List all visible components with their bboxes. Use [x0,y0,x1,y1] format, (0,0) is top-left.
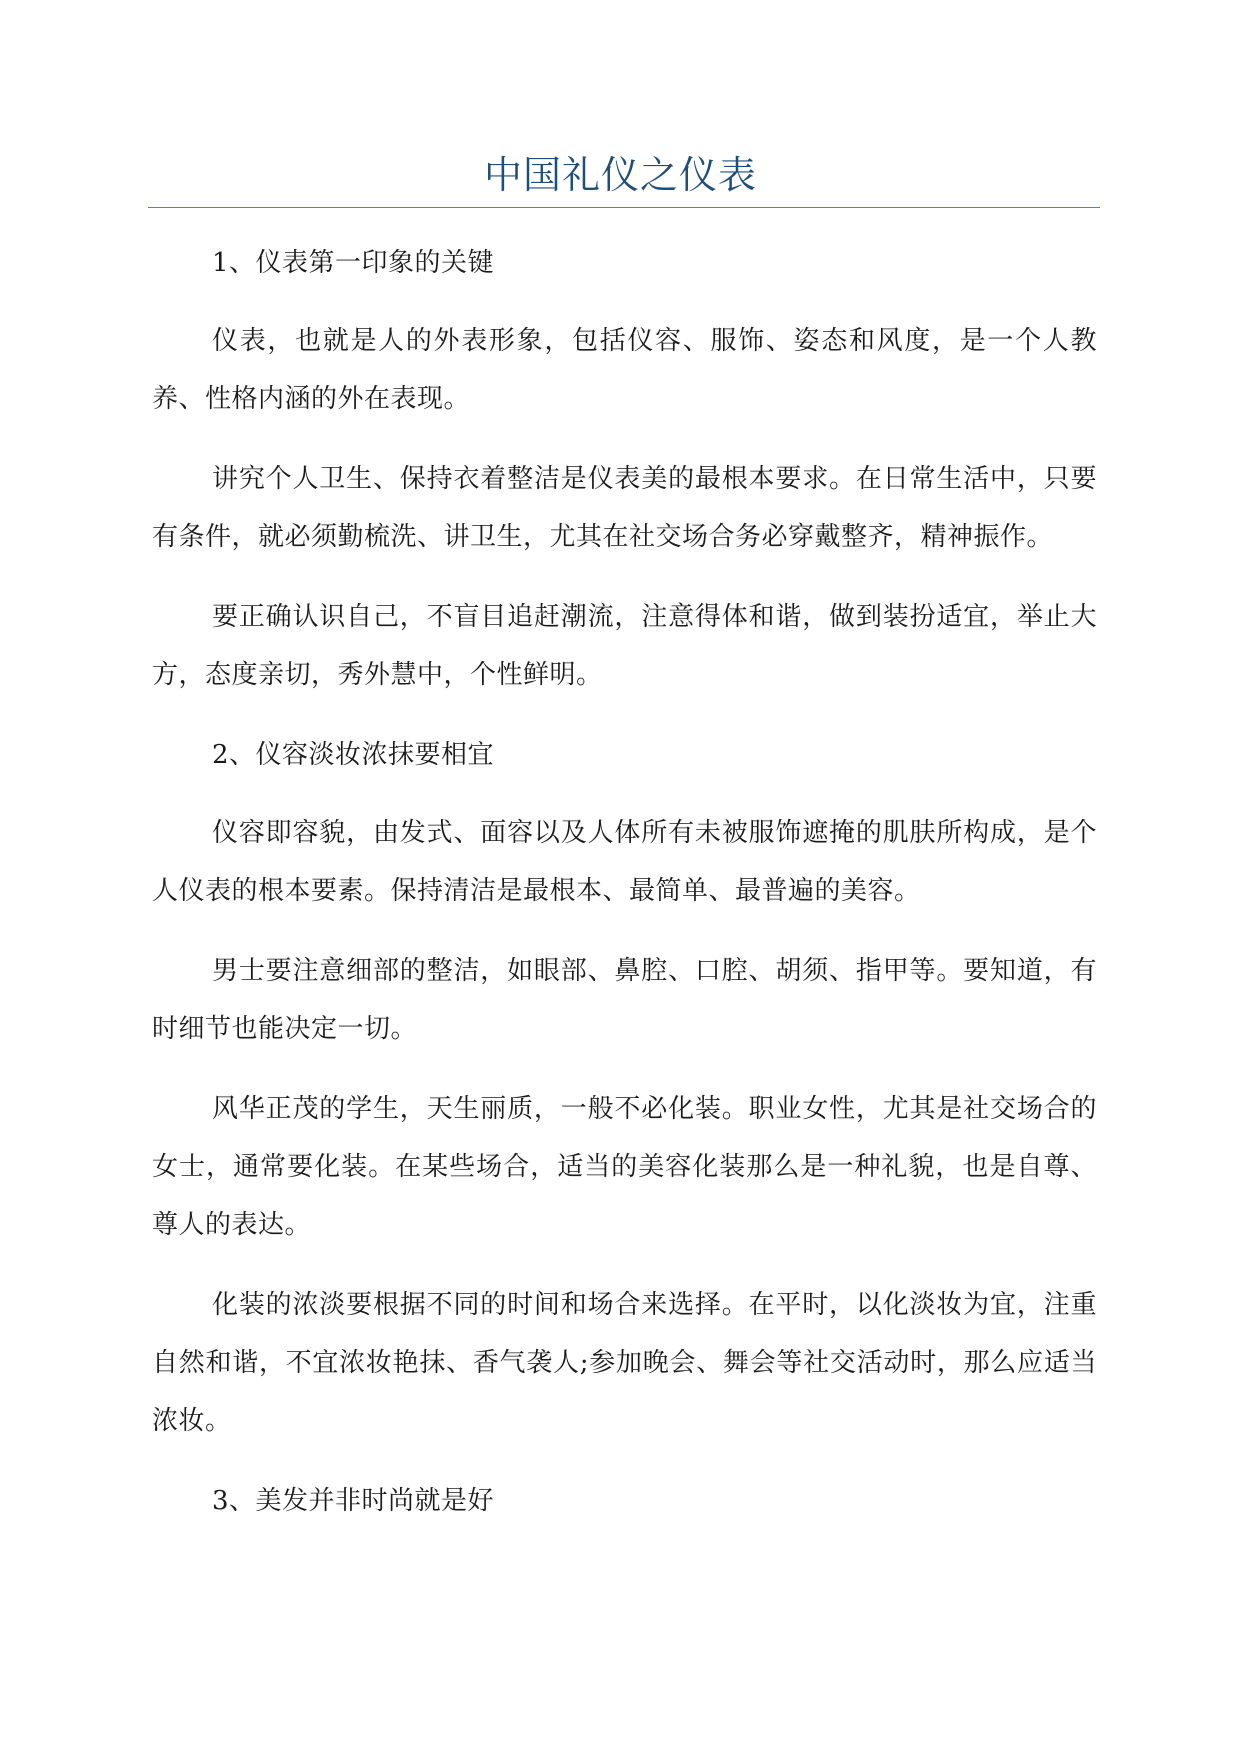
paragraph-2: 讲究个人卫生、保持衣着整洁是仪表美的最根本要求。在日常生活中，只要有条件，就必须勤梳洗、讲卫生，尤其在社交场合务必穿戴整齐，精神振作。 [152,464,1097,552]
paragraph-3: 要正确认识自己，不盲目追赶潮流，注意得体和谐，做到装扮适宜，举止大方，态度亲切，秀外慧中，个性鲜明。 [152,602,1097,690]
paragraph-6: 风华正茂的学生，天生丽质，一般不必化装。职业女性，尤其是社交场合的女士，通常要化装。在某些场合，适当的美容化装那么是一种礼貌，也是自尊、尊人的表达。 [152,1094,1097,1240]
page-title: 中国礼仪之仪表 [483,153,757,197]
document-body [152,234,1097,1550]
title-divider [148,207,1100,208]
section-heading-1: 1、仪表第一印象的关键 [212,248,495,278]
paragraph-7: 化装的浓淡要根据不同的时间和场合来选择。在平时，以化淡妆为宜，注重自然和谐，不宜浓妆艳抹、香气袭人;参加晚会、舞会等社交活动时，那么应适当浓妆。 [152,1290,1097,1436]
paragraph-5: 男士要注意细部的整洁，如眼部、鼻腔、口腔、胡须、指甲等。要知道，有时细节也能决定一切。 [152,956,1097,1044]
paragraph-1: 仪表，也就是人的外表形象，包括仪容、服饰、姿态和风度，是一个人教养、性格内涵的外在表现。 [152,326,1097,414]
paragraph-4: 仪容即容貌，由发式、面容以及人体所有未被服饰遮掩的肌肤所构成，是个人仪表的根本要素。保持清洁是最根本、最简单、最普遍的美容。 [152,818,1097,906]
section-heading-3: 3、美发并非时尚就是好 [212,1486,495,1516]
section-heading-2: 2、仪容淡妆浓抹要相宜 [212,740,495,770]
